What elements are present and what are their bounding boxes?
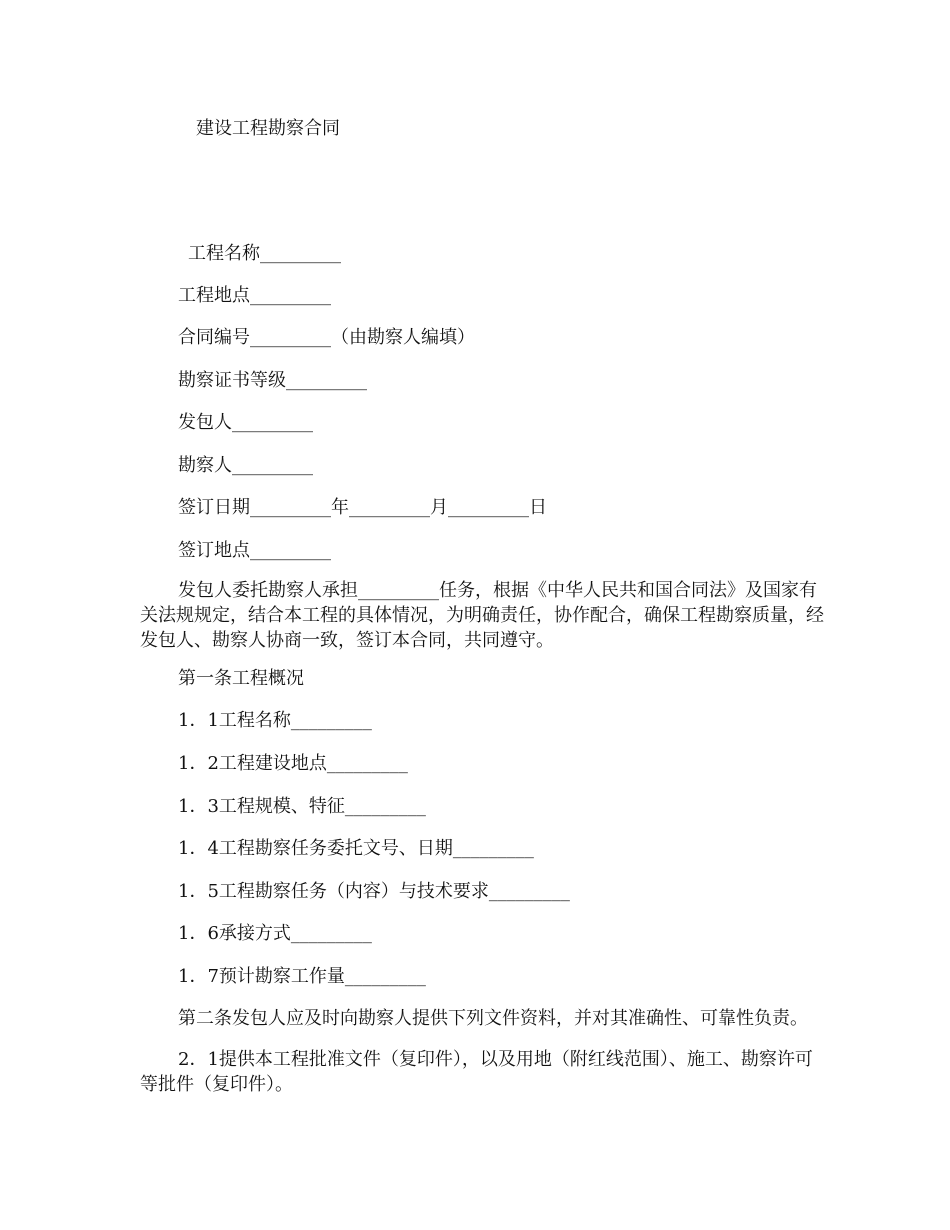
article2-item-paragraph [140, 1047, 830, 1097]
article2-heading: 第二条发包人应及时向勘察人提供下列文件资料，并对其准确性、可靠性负责。 [178, 1008, 808, 1029]
article1-item: 1．6承接方式_________ [178, 923, 372, 944]
article2-item-text: 2．1提供本工程批准文件（复印件），以及用地（附红线范围）、施工、勘察许可等批件（复印件）。 [140, 1049, 813, 1095]
article1-item: 1．4工程勘察任务委托文号、日期_________ [178, 838, 534, 859]
article1-item: 1．2工程建设地点_________ [178, 753, 408, 774]
article1-item: 1．5工程勘察任务（内容）与技术要求_________ [178, 881, 570, 902]
field-project-location: 工程地点_________ [178, 285, 331, 306]
article1-item: 1．7预计勘察工作量_________ [178, 966, 426, 987]
article1-heading: 第一条工程概况 [178, 668, 304, 689]
article1-item: 1．3工程规模、特征_________ [178, 796, 426, 817]
field-certificate-grade: 勘察证书等级_________ [178, 370, 367, 391]
field-contract-number: 合同编号_________（由勘察人编填） [178, 327, 475, 348]
preamble-text: 发包人委托勘察人承担_________任务，根据《中华人民共和国合同法》及国家有关法规规定，结合本工程的具体情况，为明确责任，协作配合，确保工程勘察质量，经发包人、勘察人协商一致，签订本合同，共同遵守。 [140, 580, 824, 651]
field-employer: 发包人_________ [178, 412, 313, 433]
article1-item: 1．1工程名称_________ [178, 710, 372, 731]
field-signing-place: 签订地点_________ [178, 540, 331, 561]
field-signing-date: 签订日期_________年_________月_________日 [178, 497, 547, 518]
document-title: 建设工程勘察合同 [196, 118, 340, 139]
preamble-paragraph [140, 578, 830, 653]
field-surveyor: 勘察人_________ [178, 455, 313, 476]
field-project-name: 工程名称_________ [188, 243, 341, 264]
